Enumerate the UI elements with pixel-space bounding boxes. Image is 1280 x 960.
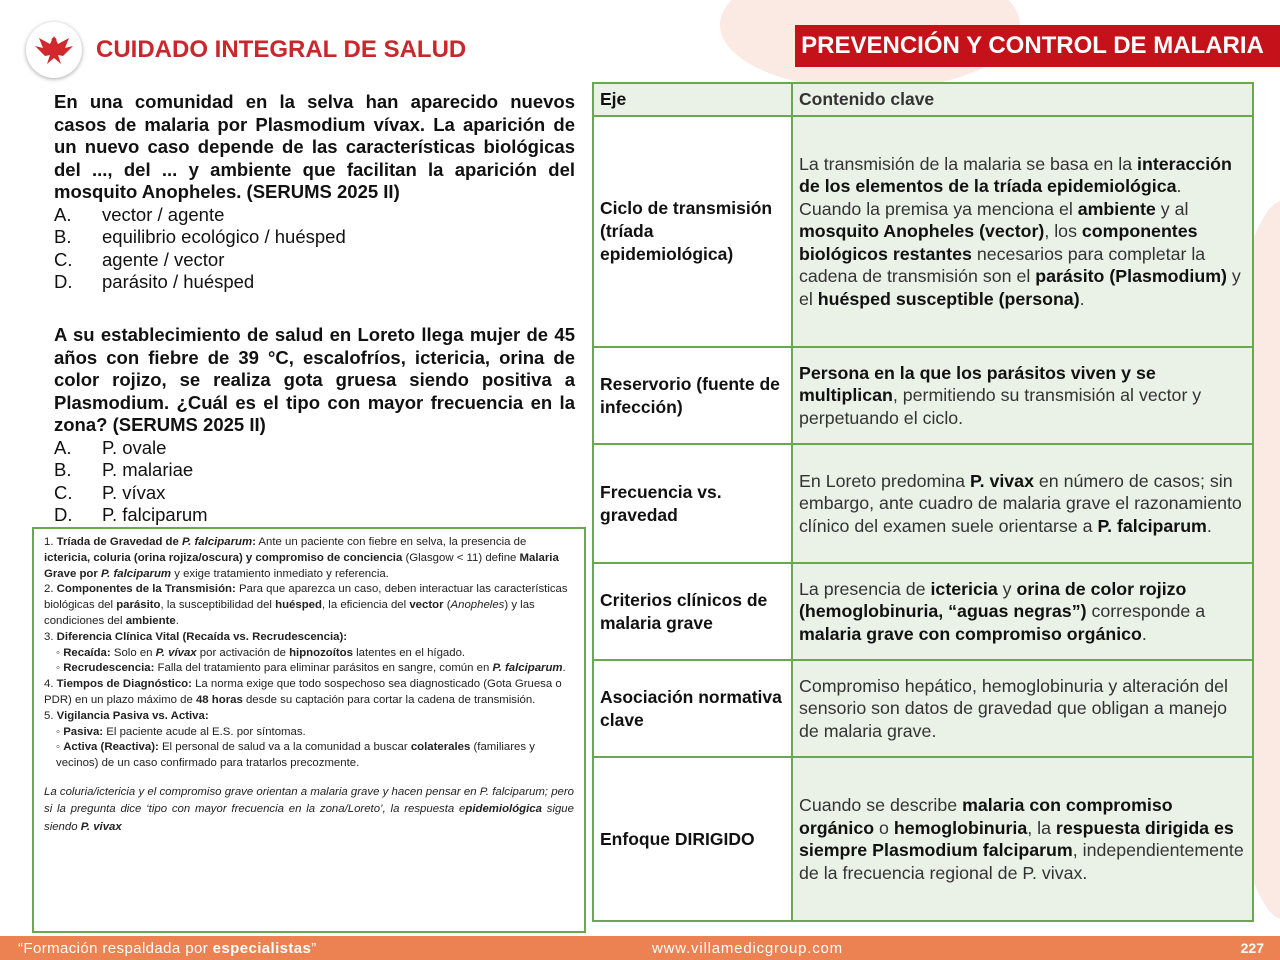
note-title: Tríada de Gravedad de [56,536,183,548]
option-b[interactable] [54,226,575,249]
note-title: Vigilancia Pasiva vs. Activa: [56,709,209,722]
option-letter: A. [54,203,72,225]
note-text: El personal de salud va a la comunidad a buscar [158,741,411,754]
topic-banner: PREVENCIÓN Y CONTROL DE MALARIA [795,25,1280,67]
note-emphasis: parásito [116,599,161,612]
note-text: La coluria/ictericia y el compromiso grave orientan a malaria grave y hacen pensar en P. falciparum; pero si la pregunta dice ‘tipo con mayor frecuencia en la zona/Loreto’, la respuesta e [44,785,574,816]
page-footer [0,936,1280,960]
footer-website-link[interactable]: www.villamedicgroup.com [652,940,843,957]
note-text: y exige tratamiento inmediato y referencia. [171,567,389,580]
table-row [593,563,1253,660]
option-c[interactable] [54,249,575,272]
question-stem: En una comunidad en la selva han aparecido nuevos casos de malaria por Plasmodium vívax. La aparición de un nuevo caso depende de las características biológicas del ..., del ... y ambiente que facilitan la aparición del mosquito Anopheles. (SERUMS 2025 II) [54,91,575,202]
note-title: Diferencia Clínica Vital (Recaída vs. Recrudescencia): [56,630,348,643]
option-letter: B. [54,459,72,480]
note-emphasis: huésped [275,599,322,612]
note-2 [44,582,574,629]
note-5a [44,725,574,741]
note-number: 4. [44,678,57,691]
option-text: P. malariae [102,459,194,480]
note-title: Pasiva: [63,725,104,738]
note-3a [44,646,574,662]
row-key: Reservorio (fuente de infección) [593,347,792,444]
option-letter: C. [54,481,73,503]
row-key: Ciclo de transmisión (tríada epidemiológica) [593,116,792,347]
table-row [593,116,1253,347]
note-title: Componentes de la Transmisión: [56,583,236,596]
company-logo [26,22,82,78]
option-letter: A. [54,436,72,458]
page-number: 227 [1240,940,1264,956]
bullet-icon: ◦ [56,741,64,754]
key-content-table [592,82,1254,922]
note-title: Recrudescencia: [63,662,155,675]
column-header-content: Contenido clave [792,83,1253,116]
row-content: La presencia de ictericia y orina de color rojizo (hemoglobinuria, “aguas negras”) corresponde a malaria grave con compromiso orgánico. [792,563,1253,660]
phoenix-logo-icon [33,30,75,70]
row-key: Criterios clínicos de malaria grave [593,563,792,660]
note-text: por activación de [196,646,290,659]
note-species: P. falciparum [182,536,253,548]
option-text: P. falciparum [102,504,208,525]
note-title: Tiempos de Diagnóstico: [56,678,192,691]
note-species: P. falciparum [492,662,563,675]
note-title: Activa (Reactiva): [63,741,159,754]
row-content: Persona en la que los parásitos viven y se multiplican, permitiendo su transmisión al vector y perpetuando el ciclo. [792,347,1253,444]
note-number: 3. [44,630,57,643]
option-letter: D. [54,271,73,292]
note-colon: : [252,536,256,548]
key-notes-box [32,527,586,933]
table-row [593,347,1253,444]
option-text: agente / vector [102,248,225,270]
option-letter: D. [54,504,73,525]
row-content: Cuando se describe malaria con compromiso orgánico o hemoglobinuria, la respuesta dirigida es siempre Plasmodium falciparum, independientemente de la frecuencia regional de P. vivax. [792,757,1253,921]
row-key: Asociación normativa clave [593,660,792,757]
note-4 [44,677,574,709]
table-row [593,757,1253,921]
brand-title: CUIDADO INTEGRAL DE SALUD [96,36,467,63]
note-text: El paciente acude al E.S. por síntomas. [103,725,306,738]
note-number: 1. [44,536,57,548]
column-header-axis: Eje [593,83,792,116]
option-letter: C. [54,248,73,270]
note-italic: Anopheles [450,599,505,612]
note-number: 2. [44,583,57,596]
note-text: . [562,662,566,675]
note-emphasis: hipnozoítos [289,646,353,659]
note-emphasis: 48 horas [195,693,243,706]
note-emphasis: ictericia, coluria (orina rojiza/oscura) y compromiso de conciencia [44,551,403,564]
option-a[interactable] [54,204,575,227]
row-key: Enfoque DIRIGIDO [593,757,792,921]
footer-tagline: “Formación respaldada por especialistas” [18,940,317,957]
note-text: Solo en [110,646,156,659]
note-text: La norma exige que todo sospechoso sea diagnosticado (Gota Gruesa o PDR) en un plazo máximo de [44,678,562,706]
note-text: Ante un paciente con fiebre en selva, la presencia de [255,536,527,548]
note-5b [44,740,574,772]
note-3b [44,661,574,677]
bullet-icon: ◦ [56,646,64,659]
note-5 [44,709,574,725]
note-emphasis: vector [409,599,444,612]
note-text: , la susceptibilidad del [160,599,276,612]
note-text: latentes en el hígado. [352,646,466,659]
option-text: parásito / huésped [102,271,255,292]
option-text: equilibrio ecológico / huésped [102,226,346,247]
option-d[interactable] [54,271,575,294]
note-emphasis: P. vivax [80,820,122,833]
table-row [593,660,1253,757]
question-1 [54,91,575,294]
row-content: La transmisión de la malaria se basa en la interacción de los elementos de la tríada epidemiológica. Cuando la premisa ya menciona el ambiente y al mosquito Anopheles (vector), los componentes biológicos restantes necesarios para completar la cadena de transmisión son el parásito (Plasmodium) y el huésped susceptible (persona). [792,116,1253,347]
note-text: Para que aparezca un caso, deben interactuar las características biológicas del [44,583,568,612]
note-text: Falla del tratamiento para eliminar parásitos en sangre, común en [154,662,493,675]
note-1 [44,535,574,582]
note-text: sigue siendo [44,803,574,833]
note-emphasis: colaterales [410,741,471,754]
bullet-icon: ◦ [56,662,64,675]
option-text: vector / agente [102,203,225,225]
note-emphasis: ambiente [125,614,176,627]
note-text: (familiares y vecinos) de un caso confirmado para tratarlos precozmente. [56,741,535,770]
option-text: P. vívax [102,481,166,503]
note-species: P. vívax [155,646,197,659]
option-a[interactable] [54,437,575,460]
option-b[interactable] [54,459,575,482]
note-species: P. falciparum [100,567,172,580]
note-text: , la eficiencia del [321,599,410,612]
table-row [593,444,1253,563]
note-text: desde su captación para cortar la cadena de transmisión. [242,693,536,706]
closing-note [44,784,574,837]
option-text: P. ovale [102,436,167,458]
row-key: Frecuencia vs. gravedad [593,444,792,563]
table-header-row [593,83,1253,116]
option-c[interactable] [54,482,575,505]
note-emphasis: pidemiológica [465,803,542,816]
note-emphasis: Malaria Grave por [44,551,559,580]
question-stem: A su establecimiento de salud en Loreto llega mujer de 45 años con fiebre de 39 °C, escalofríos, ictericia, orina de color rojizo, se realiza gota gruesa siendo positiva a Plasmodium. ¿Cuál es el tipo con mayor frecuencia en la zona? (SERUMS 2025 II) [54,324,575,435]
note-text: . [175,614,179,627]
row-content: Compromiso hepático, hemoglobinuria y alteración del sensorio son datos de gravedad que obligan a manejo de malaria grave. [792,660,1253,757]
note-text: (Glasgow < 11) define [402,551,520,564]
bullet-icon: ◦ [56,725,64,738]
option-letter: B. [54,226,72,247]
note-text: ) y las condiciones del [44,599,535,627]
note-title: Recaída: [63,646,111,659]
row-content: En Loreto predomina P. vivax en número de casos; sin embargo, ante cuadro de malaria grave el razonamiento clínico del examen suele orientarse a P. falciparum. [792,444,1253,563]
note-text: ( [443,599,451,612]
question-2 [54,324,575,527]
option-d[interactable] [54,504,575,527]
note-3 [44,630,574,646]
note-number: 5. [44,709,57,722]
